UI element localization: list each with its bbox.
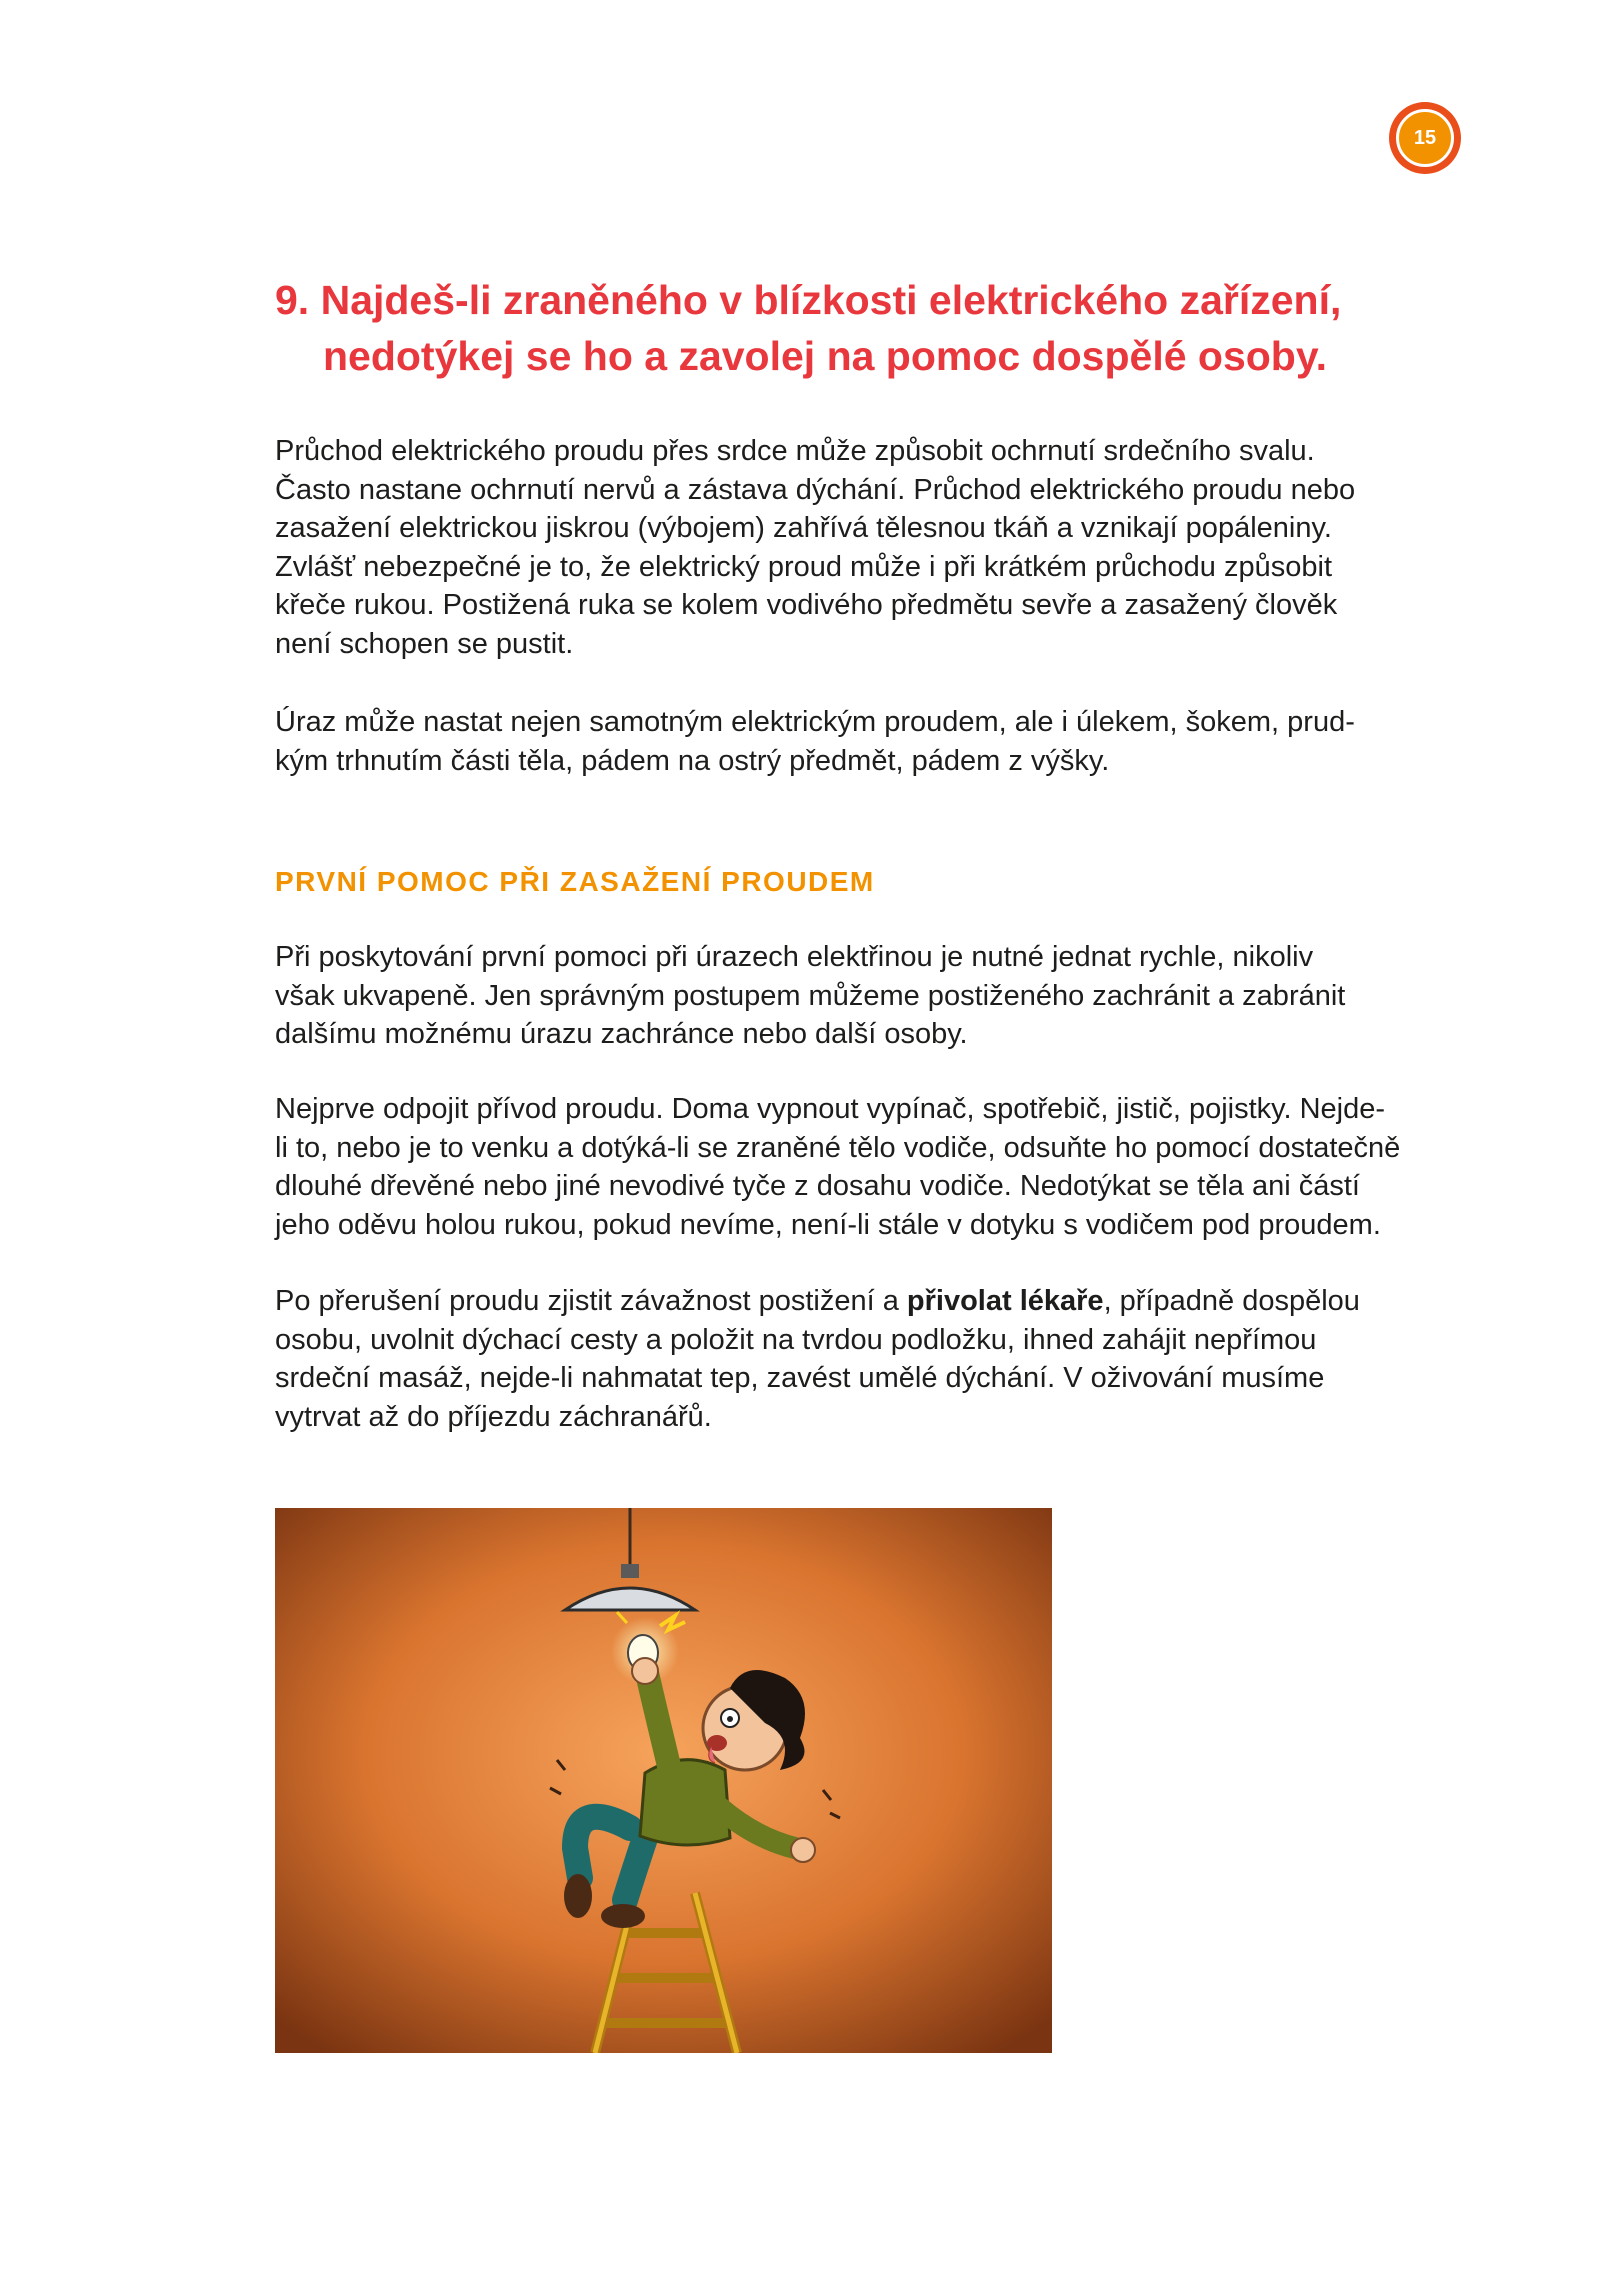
text-line: kým trhnutím části těla, pádem na ostrý předmět, pádem z výšky.	[275, 744, 1110, 777]
heading-line-2: nedotýkej se ho a zavolej na pomoc dospělé osoby.	[323, 333, 1327, 379]
text-line: osobu, uvolnit dýchací cesty a položit na tvrdou podložku, ihned zahájit nepřímou	[275, 1323, 1317, 1356]
text-line: Nejprve odpojit přívod proudu. Doma vypnout vypínač, spotřebič, jistič, pojistky. Nejde-	[275, 1093, 1386, 1125]
text-line: Při poskytování první pomoci při úrazech elektřinou je nutné jednat rychle, nikoliv	[275, 941, 1314, 973]
text-line: není schopen se pustit.	[275, 627, 574, 660]
paragraph-electric-current-effects	[275, 432, 1435, 663]
text-line: Průchod elektrického proudu přes srdce může způsobit ochrnutí srdečního svalu.	[275, 435, 1315, 467]
text-line: Často nastane ochrnutí nervů a zástava dýchání. Průchod elektrického proudu nebo	[275, 473, 1356, 506]
paragraph-after-interruption	[275, 1282, 1435, 1436]
text-line	[275, 1282, 1435, 1321]
text-line: křeče rukou. Postižená ruka se kolem vodivého předmětu sevře a zasažený člověk	[275, 589, 1338, 621]
shoe-icon	[564, 1874, 592, 1918]
text-line: dalšímu možnému úrazu zachránce nebo další osoby.	[275, 1018, 968, 1050]
text-line: dlouhé dřevěné nebo jiné nevodivé tyče z dosahu vodiče. Nedotýkat se těla ani částí	[275, 1170, 1360, 1202]
text-line: jeho oděvu holou rukou, pokud nevíme, není-li stále v dotyku s vodičem pod proudem.	[275, 1208, 1381, 1241]
text-line: Úraz může nastat nejen samotným elektrickým proudem, ale i úlekem, šokem, prud-	[275, 706, 1355, 738]
shoe-icon	[601, 1904, 645, 1928]
hand-icon	[791, 1838, 815, 1862]
call-doctor-emphasis: přivolat lékaře	[906, 1285, 1104, 1317]
paragraph-first-aid-intro	[275, 938, 1435, 1054]
text-segment: Po přerušení proudu zjistit závažnost postižení a	[275, 1285, 907, 1317]
lamp-socket-icon	[621, 1564, 639, 1578]
text-segment: , případně dospělou	[1103, 1285, 1360, 1317]
page-number: 15	[1396, 109, 1454, 167]
text-line: však ukvapeně. Jen správným postupem můžeme postiženého zachránit a zabránit	[275, 979, 1346, 1012]
illustration-image	[275, 1508, 1052, 2053]
electric-shock-illustration	[275, 1508, 1052, 2053]
text-line: zasažení elektrickou jiskrou (výbojem) zahřívá tělesnou tkáň a vznikají popáleniny.	[275, 512, 1332, 544]
text-line: Zvlášť nebezpečné je to, že elektrický proud může i při krátkém průchodu způsobit	[275, 550, 1332, 583]
text-line: vytrvat až do příjezdu záchranářů.	[275, 1400, 712, 1433]
first-aid-subheading: PRVNÍ POMOC PŘI ZASAŽENÍ PROUDEM	[275, 866, 875, 897]
page-number-badge	[1389, 102, 1461, 174]
paragraph-disconnect-power	[275, 1090, 1435, 1244]
text-line: srdeční masáž, nejde-li nahmatat tep, zavést umělé dýchání. V oživování musíme	[275, 1362, 1325, 1394]
heading-line-1: 9. Najdeš-li zraněného v blízkosti elektrického zařízení,	[275, 277, 1342, 323]
hand-icon	[632, 1658, 658, 1684]
section-heading	[275, 272, 1435, 384]
text-line: li to, nebo je to venku a dotýká-li se zraněné tělo vodiče, odsuňte ho pomocí dostatečně	[275, 1131, 1401, 1164]
paragraph-injury-causes	[275, 703, 1435, 780]
